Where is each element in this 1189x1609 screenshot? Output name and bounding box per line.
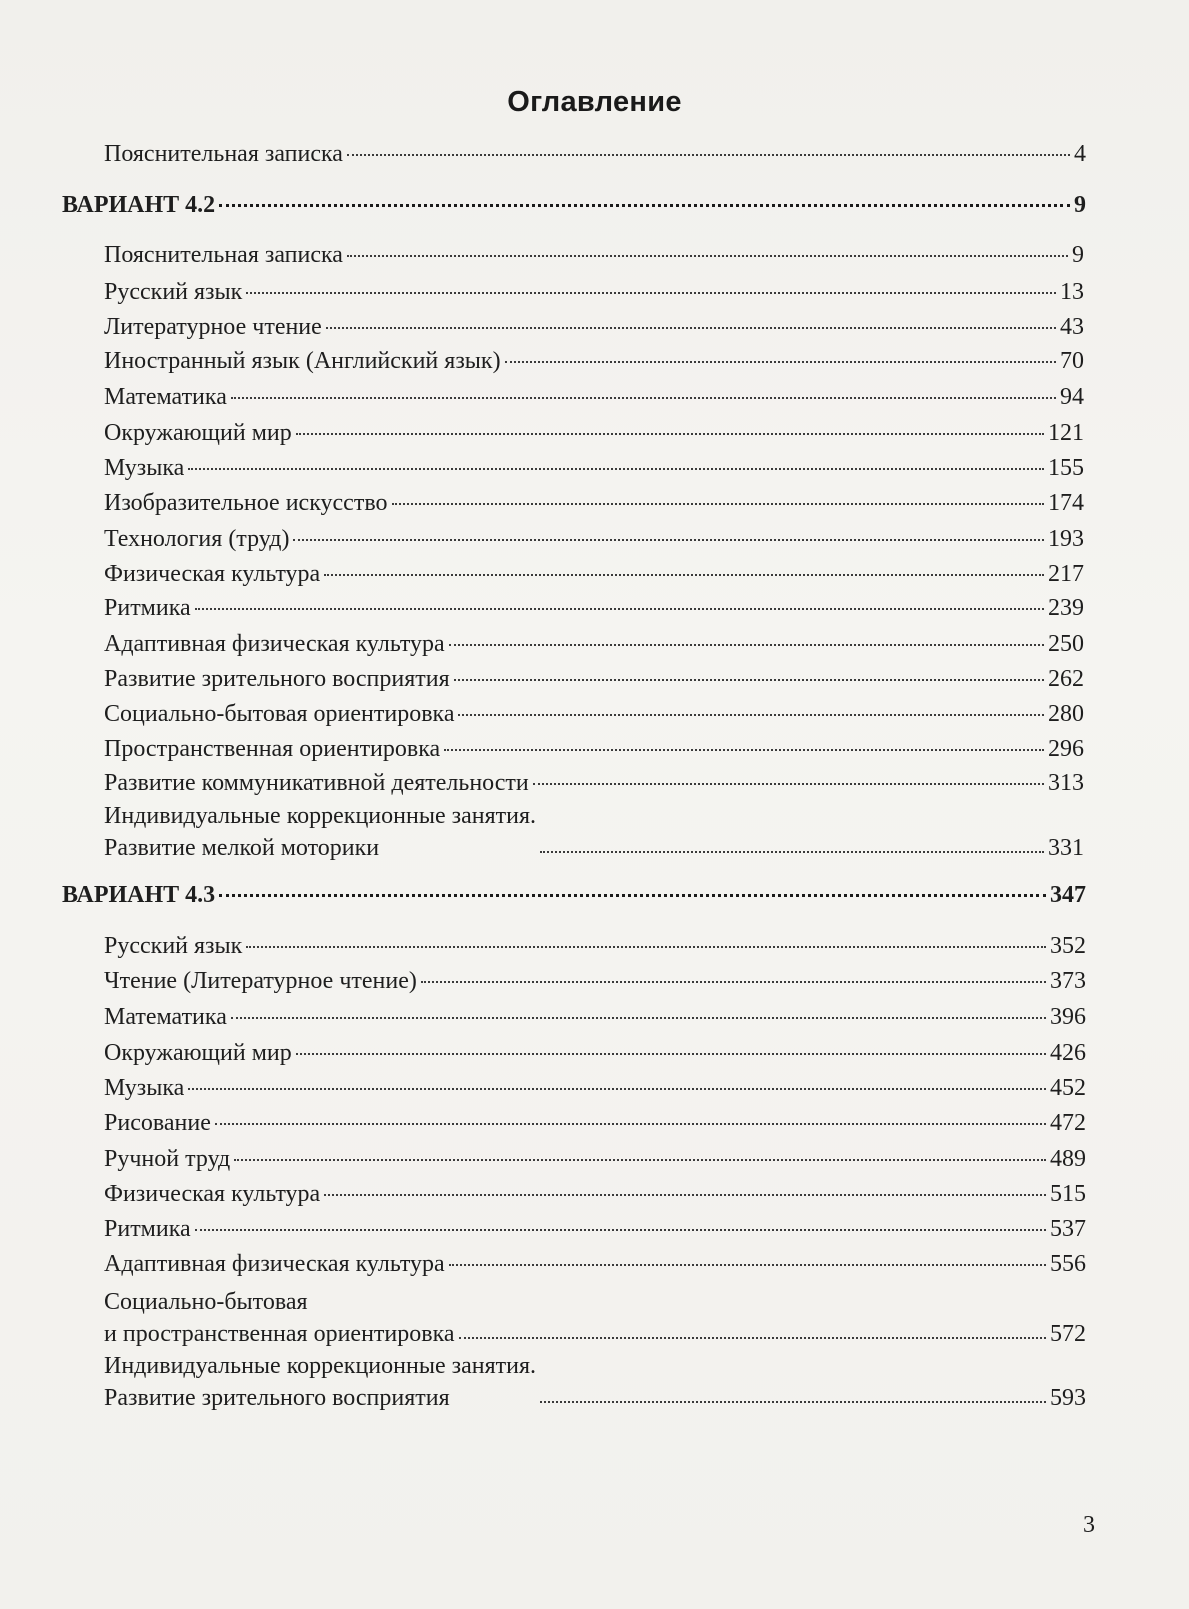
dot-leader [449,1264,1046,1266]
toc-entry-page: 347 [1050,882,1086,908]
dot-leader [392,503,1045,505]
toc-entry-page: 155 [1048,455,1084,481]
dot-leader [324,574,1044,576]
dot-leader [449,644,1044,646]
toc-entry [104,966,1086,996]
dot-leader [533,783,1044,785]
toc-entry [104,593,1084,623]
toc-entry [104,1038,1086,1068]
toc-entry-page: 452 [1050,1075,1086,1101]
toc-entry [104,931,1086,961]
toc-entry [104,1249,1086,1279]
toc-entry-label: Математика [104,1004,227,1030]
toc-entry-page: 9 [1072,242,1084,268]
toc-entry-label: Ритмика [104,1216,191,1242]
toc-entry-page: 70 [1060,348,1084,374]
toc-entry-label: Социально-бытовая ориентировка [104,701,455,727]
toc-entry-page: 239 [1048,595,1084,621]
dot-leader [219,204,1070,207]
dot-leader [459,1337,1046,1339]
toc-entry-page: 217 [1048,561,1084,587]
dot-leader [296,1053,1046,1055]
dot-leader [454,679,1044,681]
toc-entry [104,382,1084,412]
toc-entry-page: 121 [1048,420,1084,446]
dot-leader [421,981,1046,983]
dot-leader [246,292,1056,294]
toc-entry [104,800,1084,864]
toc-entry-label: Пояснительная записка [104,242,343,268]
toc-entry [104,699,1084,729]
toc-entry-label [104,1286,455,1350]
toc-entry-label: Математика [104,384,227,410]
toc-entry-page: 489 [1050,1146,1086,1172]
toc-entry-label: Физическая культура [104,561,321,587]
toc-entry [104,559,1084,589]
toc-entry-label: Изобразительное искусство [104,490,388,516]
dot-leader [326,327,1056,329]
dot-leader [215,1123,1046,1125]
dot-leader [505,361,1056,363]
toc-entry-label: Окружающий мир [104,420,292,446]
toc-section-heading [62,880,1086,910]
toc-entry-page: 13 [1060,279,1084,305]
toc-entry-label: Развитие зрительного восприятия [104,666,450,692]
toc-entry-label: Русский язык [104,933,243,959]
toc-entry [104,1108,1086,1138]
toc-entry-page: 331 [1048,835,1084,861]
toc-entry-page: 556 [1050,1251,1086,1277]
page-number: 3 [1083,1512,1095,1538]
toc-entry-label: Иностранный язык (Английский язык) [104,348,501,374]
toc-entry-page: 4 [1074,141,1086,167]
toc-entry-label: ВАРИАНТ 4.2 [62,192,216,218]
toc-entry-label: Адаптивная физическая культура [104,631,445,657]
dot-leader [188,1088,1046,1090]
toc-entry-page: 537 [1050,1216,1086,1242]
toc-entry-page: 193 [1048,526,1084,552]
toc-entry-page: 174 [1048,490,1084,516]
toc-entry-page: 373 [1050,968,1086,994]
toc-entry-label-line2: Развитие зрительного восприятия [104,1385,450,1411]
toc-entry [104,418,1084,448]
dot-leader [231,1017,1046,1019]
toc-entry [104,453,1084,483]
toc-entry [104,1286,1086,1350]
toc-entry-page: 593 [1050,1385,1086,1411]
toc-entry-label-line1: Социально-бытовая [104,1289,308,1315]
toc-entry-page: 515 [1050,1181,1086,1207]
toc-entry [104,488,1084,518]
toc-entry-page: 280 [1048,701,1084,727]
toc-entry-label-line1: Индивидуальные коррекционные занятия. [104,1353,536,1379]
toc-entry-label: Пояснительная записка [104,141,343,167]
toc-entry-label: Пространственная ориентировка [104,736,441,762]
toc-entry-label: Окружающий мир [104,1040,292,1066]
page-title: Оглавление [507,86,682,118]
toc-section-heading [62,190,1086,220]
toc-entry-label: Музыка [104,1075,185,1101]
toc-entry-page: 9 [1074,192,1086,218]
toc-entry-label [104,1350,536,1414]
toc-entry [104,524,1084,554]
dot-leader [296,433,1044,435]
dot-leader [540,1401,1046,1403]
toc-entry-label-line2: Развитие мелкой моторики [104,835,380,861]
toc-entry [104,346,1084,376]
toc-entry [104,734,1084,764]
toc-entry-page: 572 [1050,1321,1086,1347]
dot-leader [195,1229,1046,1231]
toc-entry-page: 250 [1048,631,1084,657]
dot-leader [195,608,1044,610]
toc-entry [104,629,1084,659]
toc-entry-label-line1: Индивидуальные коррекционные занятия. [104,803,536,829]
toc-entry [104,664,1084,694]
toc-entry-page: 262 [1048,666,1084,692]
toc-entry-label: Ритмика [104,595,191,621]
toc-entry [104,139,1086,169]
toc-entry [104,1214,1086,1244]
toc-entry-label: Технология (труд) [104,526,290,552]
toc-entry-label [104,800,536,864]
toc-entry-label: Ручной труд [104,1146,231,1172]
dot-leader [458,714,1044,716]
toc-entry [104,1002,1086,1032]
dot-leader [246,946,1046,948]
toc-entry-label: ВАРИАНТ 4.3 [62,882,216,908]
toc-entry-page: 94 [1060,384,1084,410]
toc-entry-label: Чтение (Литературное чтение) [104,968,417,994]
toc-entry [104,277,1084,307]
toc-entry-label: Физическая культура [104,1181,321,1207]
dot-leader [540,851,1044,853]
toc-entry [104,1144,1086,1174]
dot-leader [347,154,1070,156]
toc-entry-page: 296 [1048,736,1084,762]
toc-entry-label: Музыка [104,455,185,481]
toc-entry [104,768,1084,798]
toc-entry-page: 43 [1060,314,1084,340]
toc-entry-page: 396 [1050,1004,1086,1030]
dot-leader [188,468,1044,470]
toc-entry-page: 352 [1050,933,1086,959]
toc-entry [104,1073,1086,1103]
toc-entry [104,240,1084,270]
toc-entry-label: Русский язык [104,279,243,305]
dot-leader [444,749,1044,751]
dot-leader [347,255,1068,257]
toc-entry [104,312,1084,342]
toc-entry-label-line2: и пространственная ориентировка [104,1321,455,1347]
toc-entry-label: Развитие коммуникативной деятельности [104,770,529,796]
toc-entry-page: 472 [1050,1110,1086,1136]
toc-entry-label: Рисование [104,1110,211,1136]
dot-leader [324,1194,1046,1196]
toc-entry-page: 426 [1050,1040,1086,1066]
toc-entry [104,1179,1086,1209]
dot-leader [219,894,1046,897]
toc-entry [104,1350,1086,1414]
dot-leader [234,1159,1046,1161]
dot-leader [231,397,1056,399]
toc-entry-label: Адаптивная физическая культура [104,1251,445,1277]
toc-entry-label: Литературное чтение [104,314,322,340]
toc-entry-page: 313 [1048,770,1084,796]
dot-leader [293,539,1044,541]
